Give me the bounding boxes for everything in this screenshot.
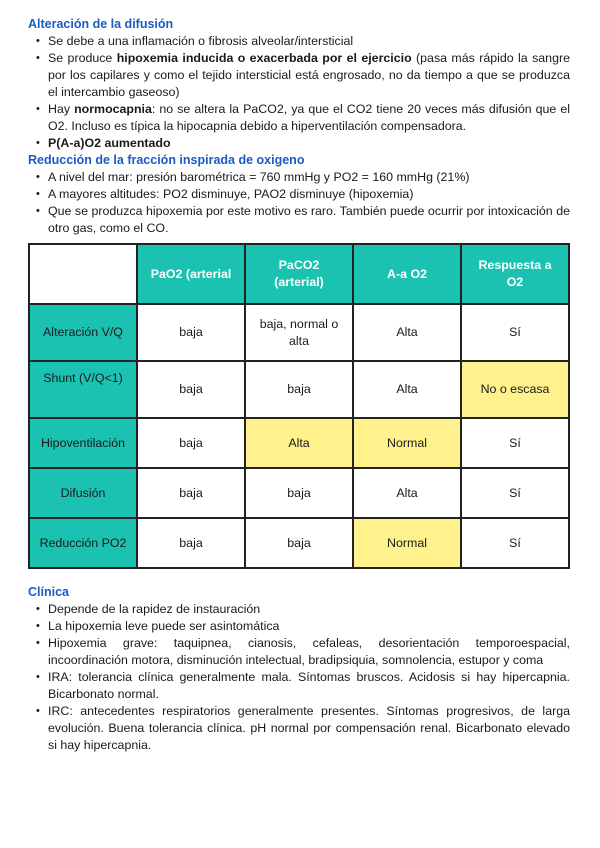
table-row (29, 304, 569, 361)
table-row (29, 418, 569, 468)
row-header: Difusión (29, 468, 137, 518)
table-cell: baja (137, 304, 245, 361)
table-cell: baja (137, 361, 245, 418)
table-cell: Alta (353, 361, 461, 418)
text: (pasa más rápido la sangre por los capilares y como el tejido intersticial está engrosado, no da tiempo a que se produzca el intercambio gaseoso) (48, 51, 570, 99)
row-header: Hipoventilación (29, 418, 137, 468)
section-difusion (28, 16, 570, 237)
comparison-table (28, 243, 570, 569)
row-header: Alteración V/Q (29, 304, 137, 361)
bullet-list (28, 33, 570, 152)
list-item: • Depende de la rapidez de instauración (48, 601, 570, 618)
list-item: • A mayores altitudes: PO2 disminuye, PAO2 disminuye (hipoxemia) (48, 186, 570, 203)
row-header: Shunt (V/Q<1) (29, 361, 137, 418)
row-header: Reducción PO2 (29, 518, 137, 568)
list-item (48, 135, 570, 152)
table-cell: baja (137, 518, 245, 568)
table-cell: baja (245, 518, 353, 568)
table-cell: Alta (353, 468, 461, 518)
list-item (48, 101, 570, 135)
list-item: • IRA: tolerancia clínica generalmente mala. Síntomas bruscos. Acidosis si hay hipercapnia. Bicarbonato normal. (48, 669, 570, 703)
bold-text: normocapnia (74, 102, 152, 116)
column-header: PaCO2 (arterial) (245, 244, 353, 304)
section-clinica (28, 584, 570, 754)
list-item: • IRC: antecedentes respiratorios generalmente presentes. Síntomas progresivos, de larga evolución. Buena tolerancia clínica. pH normal por compensación renal. Bicarbonato elevado si hay hipercapnia. (48, 703, 570, 754)
table-cell: Sí (461, 418, 569, 468)
heading-fio2: Reducción de la fracción inspirada de oxigeno (28, 153, 305, 167)
table-corner-cell (29, 244, 137, 304)
text: Hay (48, 102, 75, 116)
bullet-list (28, 601, 570, 754)
table-row (29, 361, 569, 418)
table-header-row (29, 244, 569, 304)
text: : no se altera la PaCO2, ya que el CO2 tiene 20 veces más difusión que el O2. Incluso es típica la hipocapnia debido a hiperventilación compensadora. (48, 102, 571, 133)
table-cell: Sí (461, 304, 569, 361)
table-cell: Sí (461, 468, 569, 518)
bold-text: hipoxemia inducida o exacerbada por el ejercicio (116, 51, 412, 65)
table-cell: baja (137, 468, 245, 518)
list-item: • Se debe a una inflamación o fibrosis alveolar/intersticial (48, 33, 570, 50)
text: Se produce (48, 51, 117, 65)
list-item: • La hipoxemia leve puede ser asintomática (48, 618, 570, 635)
table-row (29, 468, 569, 518)
table-row (29, 518, 569, 568)
table-cell: Alta (353, 304, 461, 361)
list-item (48, 50, 570, 101)
table-cell-highlighted: No o escasa (461, 361, 569, 418)
heading-difusion: Alteración de la difusión (28, 17, 174, 31)
bold-text: P(A-a)O2 aumentado (48, 136, 171, 150)
list-item: • A nivel del mar: presión barométrica = 760 mmHg y PO2 = 160 mmHg (21%) (48, 169, 570, 186)
table-cell-highlighted: Normal (353, 418, 461, 468)
table-cell: baja (245, 361, 353, 418)
table-cell-highlighted: Normal (353, 518, 461, 568)
list-item: • Hipoxemia grave: taquipnea, cianosis, cefaleas, desorientación temporoespacial, incoordinación motora, disminución intelectual, bradipsiquia, somnolencia, estupor y coma (48, 635, 570, 669)
table-cell: baja (137, 418, 245, 468)
column-header: PaO2 (arterial (137, 244, 245, 304)
table-cell: baja, normal o alta (245, 304, 353, 361)
table-cell-highlighted: Alta (245, 418, 353, 468)
bullet-list (28, 169, 570, 237)
table-cell: baja (245, 468, 353, 518)
list-item: • Que se produzca hipoxemia por este motivo es raro. También puede ocurrir por intoxicación de otro gas, como el CO. (48, 203, 570, 237)
heading-clinica: Clínica (28, 585, 69, 599)
column-header: Respuesta a O2 (461, 244, 569, 304)
table-cell: Sí (461, 518, 569, 568)
column-header: A-a O2 (353, 244, 461, 304)
